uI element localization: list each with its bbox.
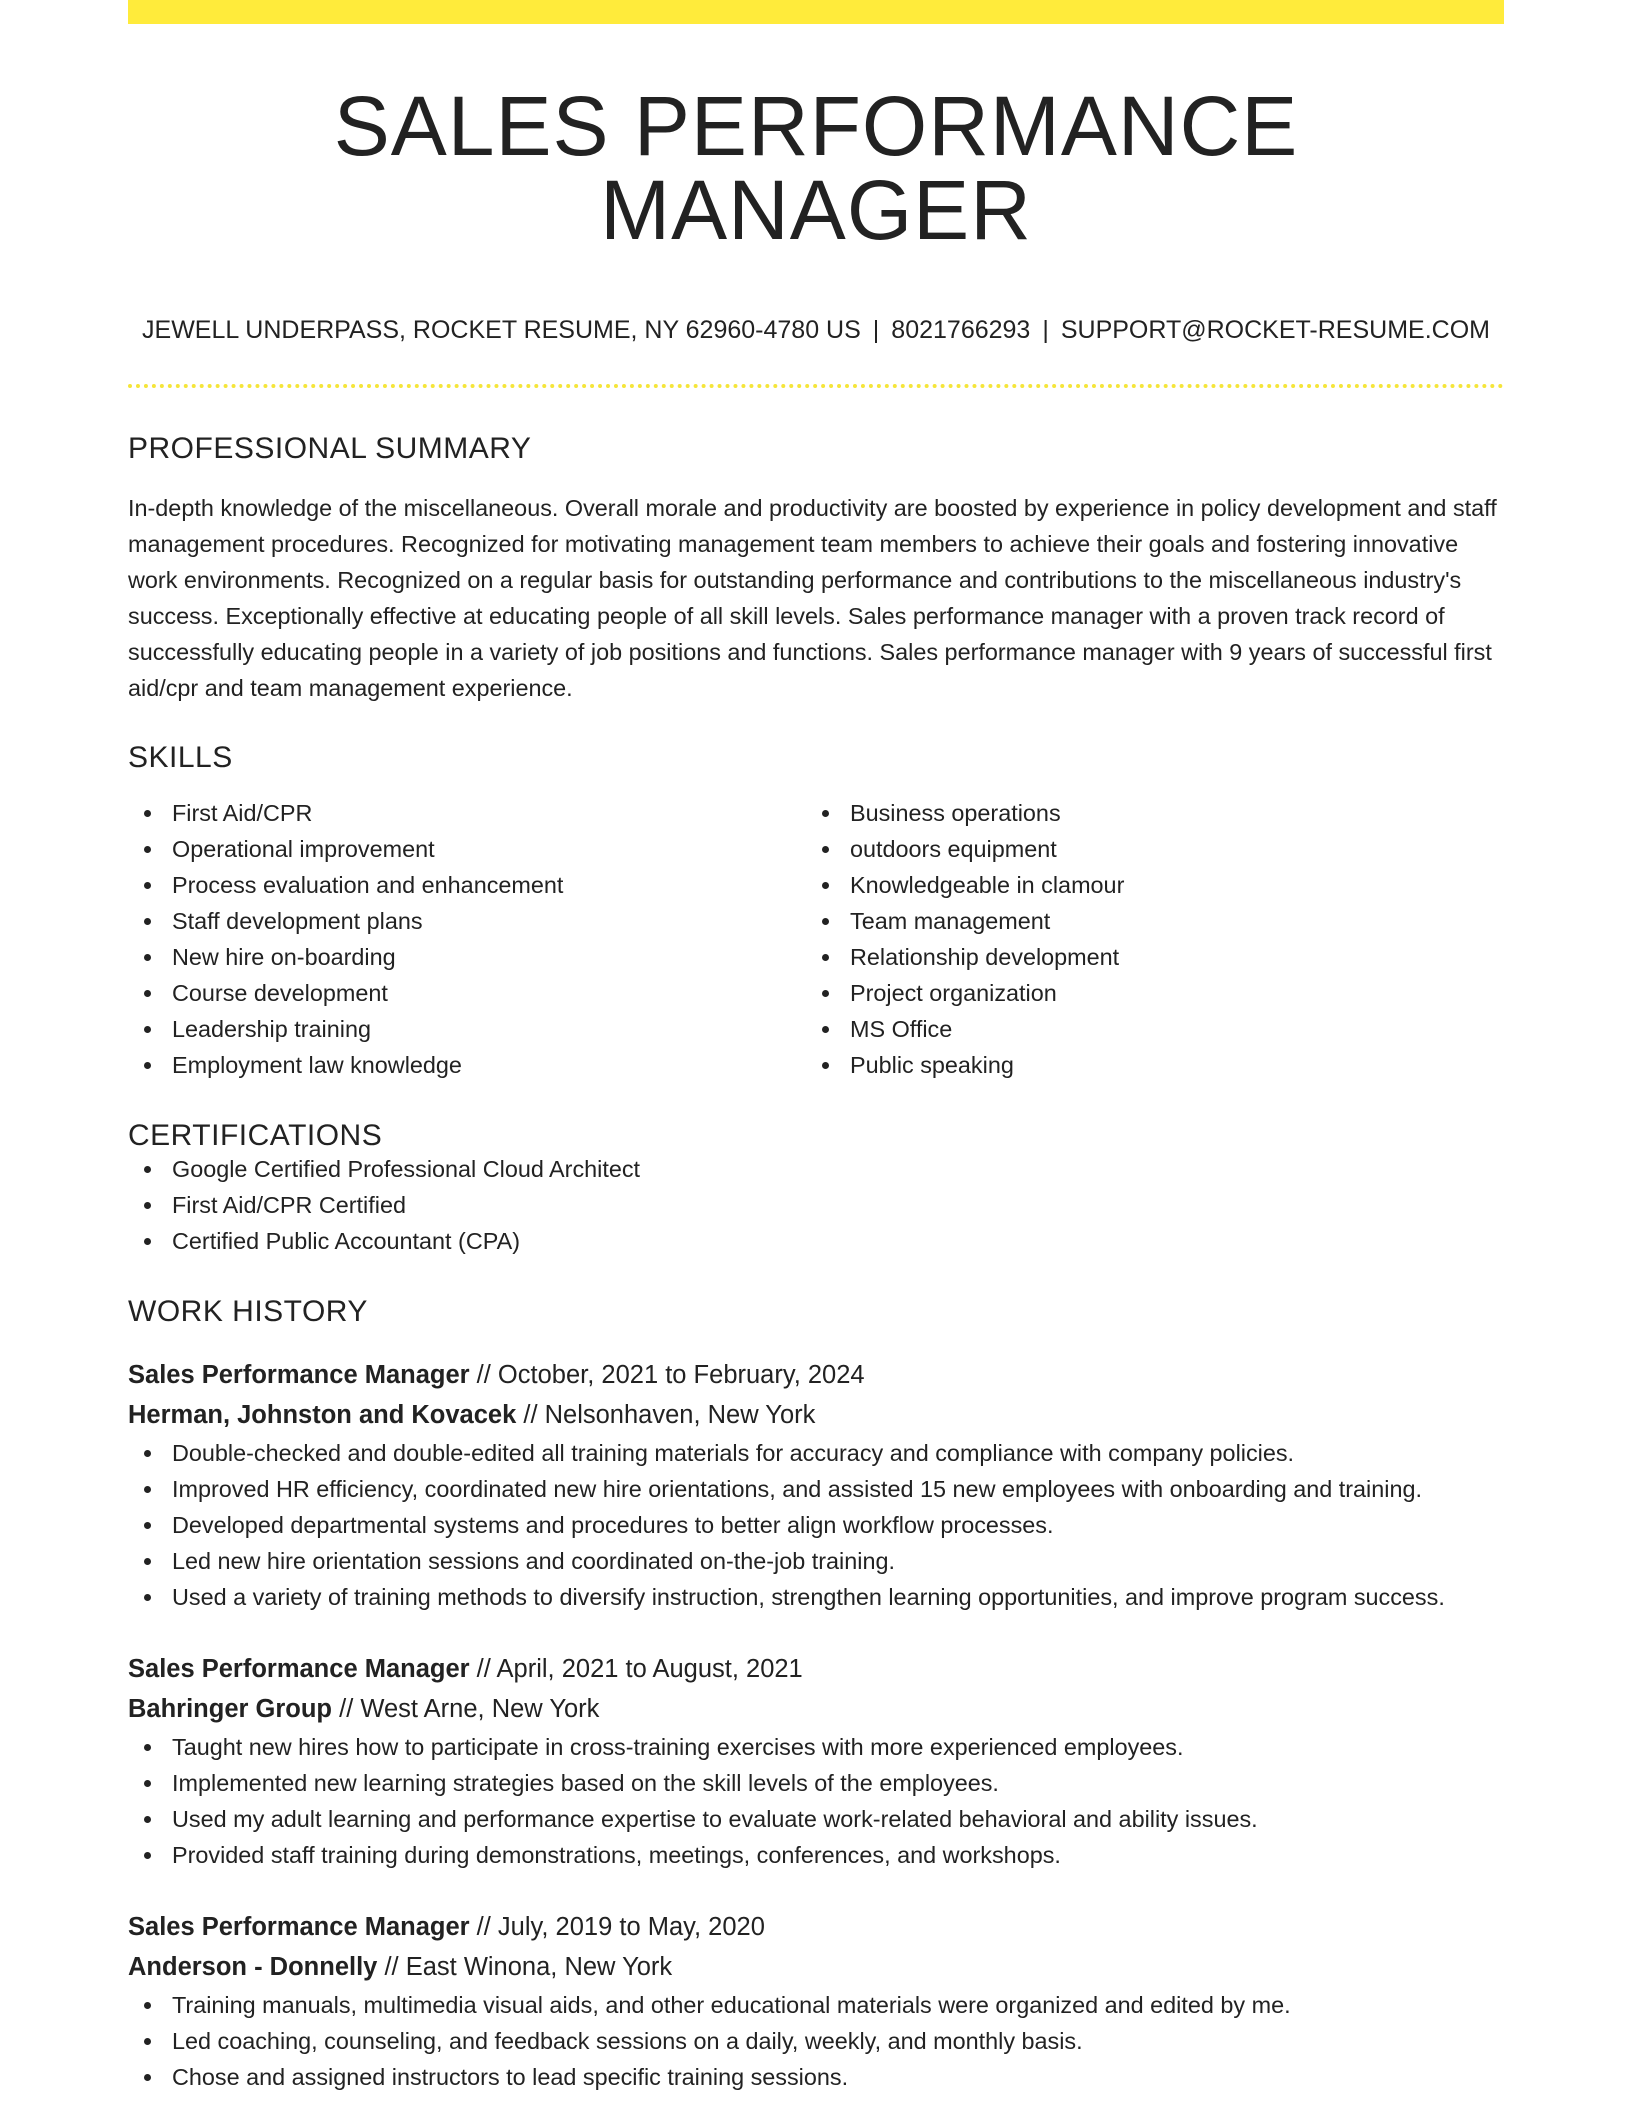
- job-bullet: Double-checked and double-edited all training materials for accuracy and compliance with company policies.: [128, 1435, 1504, 1471]
- resume-title: SALES PERFORMANCE MANAGER: [333, 79, 1299, 257]
- skill-item: Employment law knowledge: [128, 1047, 806, 1083]
- skill-item: Public speaking: [806, 1047, 1484, 1083]
- skill-item: Relationship development: [806, 939, 1484, 975]
- job-role: Sales Performance Manager: [128, 1361, 470, 1389]
- contact-separator: |: [1042, 316, 1049, 344]
- job-title-line: [128, 1907, 1504, 1947]
- accent-top-bar: [128, 0, 1504, 24]
- skill-item: Staff development plans: [128, 903, 806, 939]
- work-history-heading: WORK HISTORY: [128, 1295, 368, 1328]
- job-company-line: [128, 1947, 1504, 1987]
- skill-item: Leadership training: [128, 1011, 806, 1047]
- certification-item: Certified Public Accountant (CPA): [128, 1223, 1504, 1259]
- job-location: // West Arne, New York: [339, 1695, 600, 1723]
- skill-item: Business operations: [806, 795, 1484, 831]
- job-entry: [128, 1355, 1504, 1615]
- skills-columns: [128, 795, 1504, 1083]
- job-bullet: Led coaching, counseling, and feedback sessions on a daily, weekly, and monthly basis.: [128, 2023, 1504, 2059]
- job-bullets: [128, 1435, 1504, 1615]
- skills-list-left: [128, 795, 806, 1083]
- job-bullet: Training manuals, multimedia visual aids, and other educational materials were organized and edited by me.: [128, 1987, 1504, 2023]
- job-bullets: [128, 1729, 1504, 1873]
- contact-email: SUPPORT@ROCKET-RESUME.COM: [1060, 316, 1490, 344]
- skill-item: New hire on-boarding: [128, 939, 806, 975]
- job-company: Bahringer Group: [128, 1695, 333, 1723]
- job-company: Herman, Johnston and Kovacek: [128, 1401, 517, 1429]
- job-dates: // April, 2021 to August, 2021: [476, 1655, 803, 1683]
- certification-item: First Aid/CPR Certified: [128, 1187, 1504, 1223]
- job-bullet: Chose and assigned instructors to lead specific training sessions.: [128, 2059, 1504, 2095]
- certifications-section: [128, 1121, 1504, 1259]
- contact-phone: 8021766293: [891, 316, 1031, 344]
- certifications-list: [128, 1151, 1504, 1259]
- work-history-section: [128, 1297, 1504, 2095]
- job-entry: [128, 1649, 1504, 1873]
- job-company: Anderson - Donnelly: [128, 1953, 378, 1981]
- skill-item: Operational improvement: [128, 831, 806, 867]
- job-location: // East Winona, New York: [384, 1953, 673, 1981]
- skills-heading: SKILLS: [128, 741, 233, 774]
- summary-section: [128, 434, 1504, 706]
- contact-separator: |: [872, 316, 880, 344]
- job-dates: // July, 2019 to May, 2020: [476, 1913, 765, 1941]
- skill-item: Knowledgeable in clamour: [806, 867, 1484, 903]
- certifications-heading: CERTIFICATIONS: [128, 1119, 383, 1152]
- summary-text: In-depth knowledge of the miscellaneous. Overall morale and productivity are boosted by experience in policy development and staff management procedures. Recognized for motivating management team members to achieve their goals and fostering innovative work environments. Recognized on a regular basis for outstanding performance and contributions to the miscellaneous industry's success. Exceptionally effective at educating people of all skill levels. Sales performance manager with a proven track record of successfully educating people in a variety of job positions and functions. Sales performance manager with 9 years of successful first aid/cpr and team management experience.: [128, 495, 1497, 701]
- job-location: // Nelsonhaven, New York: [523, 1401, 816, 1429]
- job-role: Sales Performance Manager: [128, 1655, 470, 1683]
- job-title-line: [128, 1355, 1504, 1395]
- skill-item: outdoors equipment: [806, 831, 1484, 867]
- contact-line: [128, 318, 1504, 343]
- skill-item: Project organization: [806, 975, 1484, 1011]
- summary-heading: PROFESSIONAL SUMMARY: [128, 432, 532, 465]
- job-company-line: [128, 1689, 1504, 1729]
- job-bullet: Taught new hires how to participate in cross-training exercises with more experienced employees.: [128, 1729, 1504, 1765]
- dotted-divider: [128, 384, 1504, 388]
- job-dates: // October, 2021 to February, 2024: [476, 1361, 865, 1389]
- job-role: Sales Performance Manager: [128, 1913, 470, 1941]
- job-bullet: Led new hire orientation sessions and coordinated on-the-job training.: [128, 1543, 1504, 1579]
- resume-page: [128, 0, 1504, 2095]
- skill-item: Team management: [806, 903, 1484, 939]
- job-entry: [128, 1907, 1504, 2095]
- job-bullet: Improved HR efficiency, coordinated new hire orientations, and assisted 15 new employees with onboarding and training.: [128, 1471, 1504, 1507]
- skill-item: Course development: [128, 975, 806, 1011]
- job-bullet: Provided staff training during demonstrations, meetings, conferences, and workshops.: [128, 1837, 1504, 1873]
- job-title-line: [128, 1649, 1504, 1689]
- job-bullet: Used my adult learning and performance expertise to evaluate work-related behavioral and ability issues.: [128, 1801, 1504, 1837]
- job-company-line: [128, 1395, 1504, 1435]
- job-bullet: Implemented new learning strategies based on the skill levels of the employees.: [128, 1765, 1504, 1801]
- skill-item: MS Office: [806, 1011, 1484, 1047]
- certification-item: Google Certified Professional Cloud Architect: [128, 1151, 1504, 1187]
- job-bullet: Developed departmental systems and procedures to better align workflow processes.: [128, 1507, 1504, 1543]
- skill-item: First Aid/CPR: [128, 795, 806, 831]
- contact-address: JEWELL UNDERPASS, ROCKET RESUME, NY 62960-4780 US: [142, 316, 861, 344]
- job-bullet: Used a variety of training methods to diversify instruction, strengthen learning opportunities, and improve program success.: [128, 1579, 1504, 1615]
- skills-section: [128, 743, 1504, 1083]
- skills-list-right: [806, 795, 1484, 1083]
- job-bullets: [128, 1987, 1504, 2095]
- skill-item: Process evaluation and enhancement: [128, 867, 806, 903]
